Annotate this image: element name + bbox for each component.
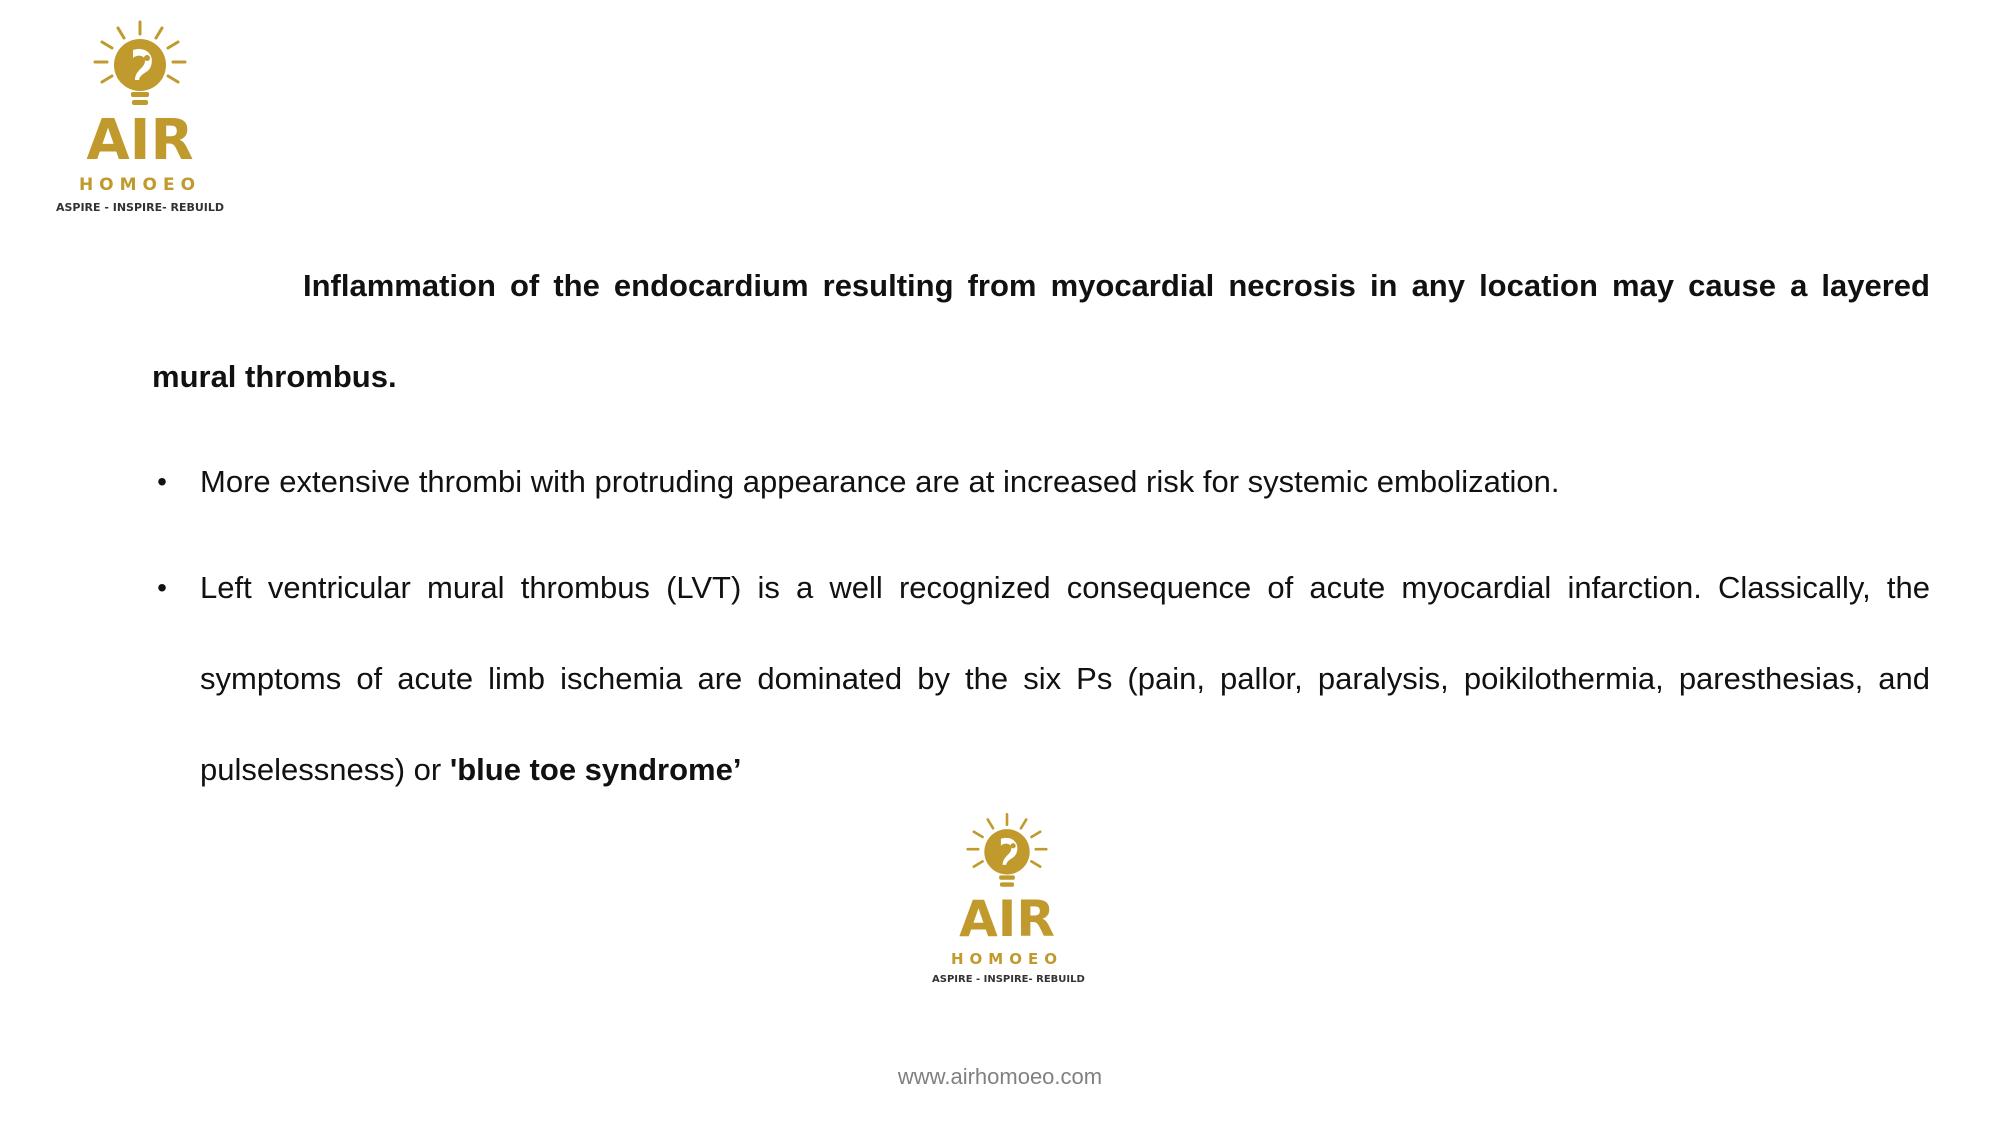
logo-wordmark: AIR bbox=[86, 108, 194, 173]
slide-content bbox=[152, 240, 1930, 830]
logo-tagline: ASPIRE - INSPIRE- REBUILD bbox=[55, 201, 225, 214]
logo-subtitle: HOMOEO bbox=[951, 950, 1063, 968]
bullet-item bbox=[152, 436, 1930, 527]
footer-url: www.airhomoeo.com bbox=[897, 1064, 1103, 1089]
logo-wordmark: AIR bbox=[959, 890, 1055, 948]
bullet-text: Left ventricular mural thrombus (LVT) is a well recognized consequence of acute myocardial infarction. Classically, the symptoms of acute limb ischemia are dominated by the six Ps (pain, pallor, paralysis, poikilothermia, paresthesias, and pulselessness) or bbox=[200, 570, 1930, 787]
intro-paragraph: Inflammation of the endocardium resulting from myocardial necrosis in any location may cause a layered mural thrombus. bbox=[152, 268, 1930, 394]
bullet-item bbox=[152, 542, 1930, 815]
lightbulb-head-icon bbox=[959, 812, 1055, 896]
logo-tagline: ASPIRE - INSPIRE- REBUILD bbox=[932, 974, 1085, 985]
bullet-icon: • bbox=[157, 466, 167, 497]
bullet-emphasis: 'blue toe syndrome’ bbox=[449, 752, 742, 787]
bullet-list bbox=[152, 436, 1930, 815]
brand-logo-center bbox=[932, 812, 1085, 985]
bullet-text: More extensive thrombi with protruding appearance are at increased risk for systemic embolization. bbox=[200, 464, 1560, 499]
bullet-icon: • bbox=[157, 572, 167, 603]
lightbulb-head-icon bbox=[85, 20, 195, 115]
brand-logo-top bbox=[55, 20, 225, 214]
logo-subtitle: HOMOEO bbox=[78, 175, 202, 195]
